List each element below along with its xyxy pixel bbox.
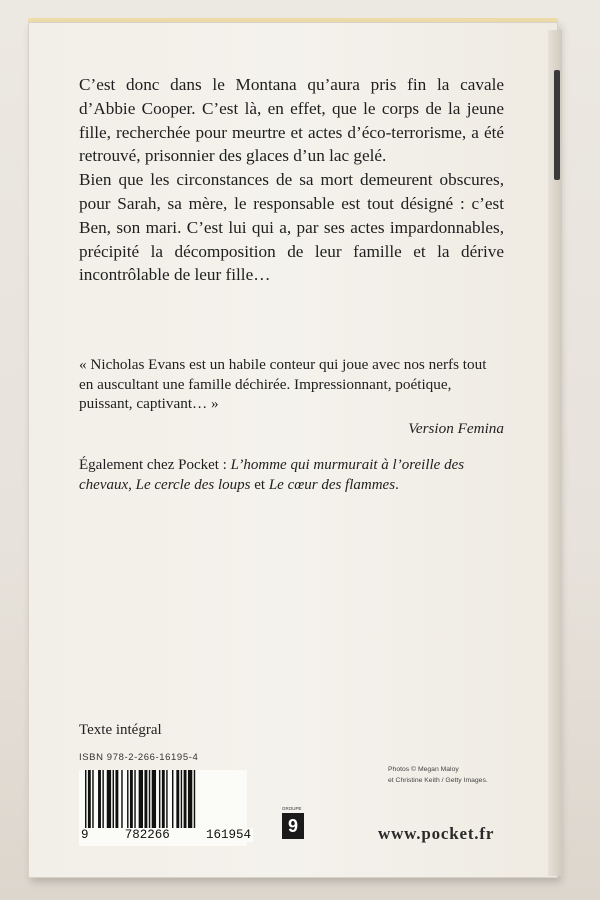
barcode-bars-icon (79, 770, 247, 830)
review-quote (79, 355, 504, 414)
separator: . (395, 476, 399, 493)
barcode-digit-group: 9 (81, 828, 89, 842)
photo-credit-line: et Christine Keith / Getty Images. (388, 777, 488, 784)
publisher-logo-icon: 9 (282, 813, 304, 839)
photo-credit-line: Photos © Megan Maloy (388, 766, 459, 773)
also-by-pocket (79, 456, 509, 495)
also-prefix: Également chez Pocket : (79, 457, 231, 473)
barcode-digit-group: 161954 (205, 828, 251, 842)
photo-credits (388, 764, 506, 786)
review-quote-text: « Nicholas Evans est un habile conteur qui joue avec nos nerfs tout en auscultant une famille déchirée. Impressionnant, poétique, puissant, captivant… » (79, 356, 487, 412)
back-cover-blurb (79, 73, 504, 287)
texte-integral-label: Texte intégral (79, 722, 162, 738)
spine-mark (554, 70, 560, 180)
blurb-paragraph-2: Bien que les circonstances de sa mort demeurent obscures, pour Sarah, sa mère, le responsable est tout désigné : c’est Ben, son mari. C’est lui qui a, par ses actes impardonnables, précipité la décomposition de leur famille et la dérive incontrôlable de leur fille… (79, 170, 504, 285)
publisher-website: www.pocket.fr (378, 824, 495, 843)
book-title-3: Le cœur des flammes (268, 476, 396, 493)
isbn-number: ISBN 978-2-266-16195-4 (79, 752, 199, 763)
book-title-1: L’homme qui murmurait à l’oreille des chevaux (79, 457, 465, 493)
book-title-2: Le cercle des loups (135, 476, 251, 493)
barcode-digits (79, 828, 253, 842)
barcode-digit-group: 782266 (124, 828, 170, 842)
separator: , (128, 476, 136, 493)
blurb-paragraph-1: C’est donc dans le Montana qu’aura pris fin la cavale d’Abbie Cooper. C’est là, en effet, que le corps de la jeune fille, recherchée pour meurtre et actes d’éco-terrorisme, a été retrouvé, prisonnier des glaces d’un lac gelé. (79, 75, 504, 166)
review-source: Version Femina (408, 420, 504, 437)
separator: et (250, 476, 269, 493)
publisher-logo-label: GROUPE (282, 806, 302, 811)
